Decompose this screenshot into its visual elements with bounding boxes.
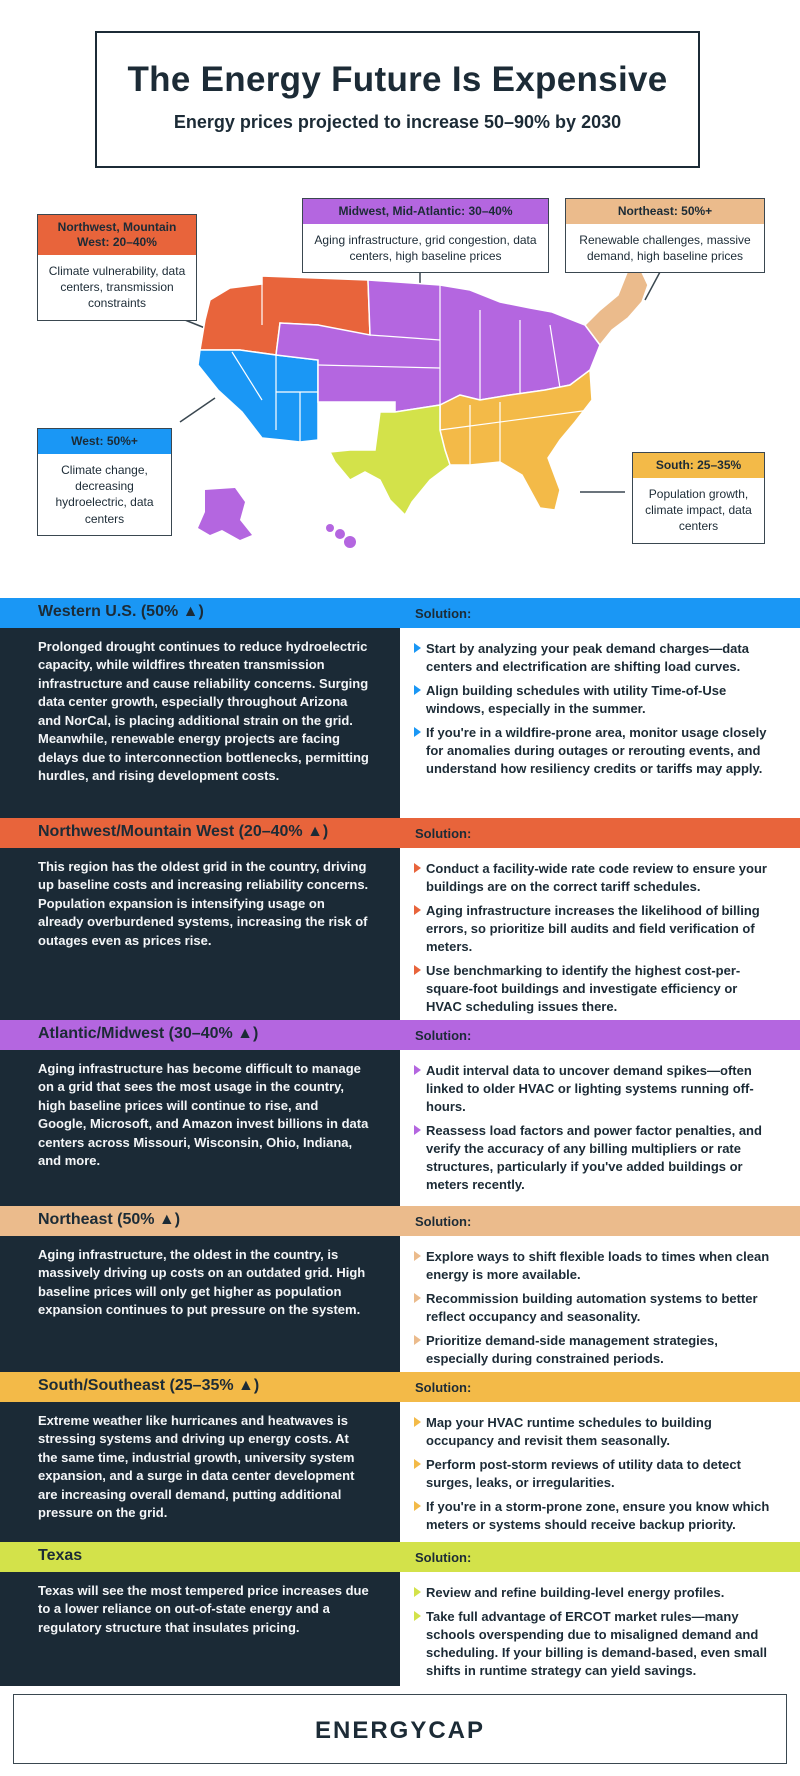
bullet-triangle-icon	[414, 1459, 421, 1469]
solution-item: Take full advantage of ERCOT market rules—many schools overspending due to misaligned demand and scheduling. If your billing is demand-based, even small shifts in runtime strategy can yield savings.	[414, 1608, 770, 1680]
solution-item: Conduct a facility-wide rate code review to ensure your buildings are on the correct tariff schedules.	[414, 860, 770, 896]
solution-item: Aging infrastructure increases the likelihood of billing errors, so prioritize bill audits and field verification of meters.	[414, 902, 770, 956]
region-texas	[330, 405, 450, 515]
callout-northeast-head: Northeast: 50%+	[566, 199, 764, 224]
solution-label: Solution:	[415, 606, 472, 621]
callout-west-head: West: 50%+	[38, 429, 171, 454]
section-text: Aging infrastructure, the oldest in the country, is massively driving up costs on an outdated grid. High baseline prices will only get higher as population expansion continues to put pressure on the system.	[38, 1247, 366, 1318]
solution-item: Reassess load factors and power factor penalties, and verify the accuracy of any billing multipliers or rate structures, particularly if you've added buildings or meters recently.	[414, 1122, 770, 1194]
section-title: Northwest/Mountain West (20–40% ▲)	[38, 823, 329, 840]
solution-label: Solution:	[415, 1550, 472, 1565]
callout-south	[632, 452, 765, 544]
region-alaska	[198, 488, 252, 540]
bullet-triangle-icon	[414, 905, 421, 915]
callout-northwest-head: Northwest, Mountain West: 20–40%	[38, 215, 196, 255]
solution-item: Map your HVAC runtime schedules to building occupancy and revisit them seasonally.	[414, 1414, 770, 1450]
solution-label: Solution:	[415, 1214, 472, 1229]
callout-northeast-body: Renewable challenges, massive demand, high baseline prices	[579, 233, 751, 264]
section-description	[0, 1572, 400, 1686]
section-header	[0, 1542, 800, 1572]
solution-item: Perform post-storm reviews of utility data to detect surges, leaks, or irregularities.	[414, 1456, 770, 1492]
bullet-triangle-icon	[414, 643, 421, 653]
section-header	[0, 598, 800, 628]
callout-northwest-body: Climate vulnerability, data centers, transmission constraints	[48, 264, 186, 311]
solution-label: Solution:	[415, 1380, 472, 1395]
solution-item: Recommission building automation systems to better reflect occupancy and seasonality.	[414, 1290, 770, 1326]
callout-south-head: South: 25–35%	[633, 453, 764, 478]
solution-item: Prioritize demand-side management strategies, especially during constrained periods.	[414, 1332, 770, 1368]
section-title: Atlantic/Midwest (30–40% ▲)	[38, 1025, 259, 1042]
section-northwest	[0, 818, 800, 1020]
bullet-triangle-icon	[414, 1125, 421, 1135]
bullet-triangle-icon	[414, 863, 421, 873]
us-map-area	[0, 190, 800, 580]
section-texas	[0, 1542, 800, 1686]
callout-west-body: Climate change, decreasing hydroelectric, data centers	[55, 463, 154, 526]
solution-label: Solution:	[415, 1028, 472, 1043]
solution-item: If you're in a wildfire-prone area, monitor usage closely for anomalies during outages or rerouting events, and understand how resiliency credits or tariffs may apply.	[414, 724, 770, 778]
bullet-triangle-icon	[414, 685, 421, 695]
bullet-triangle-icon	[414, 1587, 421, 1597]
bullet-triangle-icon	[414, 1293, 421, 1303]
bullet-triangle-icon	[414, 1335, 421, 1345]
section-description	[0, 1050, 400, 1206]
section-text: Texas will see the most tempered price increases due to a lower reliance on out-of-state energy and a regulatory structure that insulates pricing.	[38, 1583, 369, 1635]
section-solutions	[400, 1572, 800, 1686]
solution-item: Explore ways to shift flexible loads to times when clean energy is more available.	[414, 1248, 770, 1284]
bullet-triangle-icon	[414, 1417, 421, 1427]
solution-item: Start by analyzing your peak demand charges—data centers and electrification are shifting load curves.	[414, 640, 770, 676]
region-northeast	[585, 268, 648, 345]
section-description	[0, 1236, 400, 1372]
section-description	[0, 1402, 400, 1542]
section-header	[0, 1020, 800, 1050]
solution-item: If you're in a storm-prone zone, ensure you know which meters or systems should receive backup priority.	[414, 1498, 770, 1534]
section-description	[0, 848, 400, 1020]
solution-label: Solution:	[415, 826, 472, 841]
header-box	[95, 31, 700, 168]
bullet-triangle-icon	[414, 1611, 421, 1621]
section-header	[0, 1206, 800, 1236]
section-title: Texas	[38, 1547, 83, 1564]
section-text: Extreme weather like hurricanes and heatwaves is stressing systems and driving up energy costs. At the same time, industrial growth, university system expansion, and a surge in data center development are increasing overall demand, putting additional pressure on the grid.	[38, 1413, 355, 1521]
section-solutions	[400, 1050, 800, 1206]
region-hawaii	[326, 524, 334, 532]
section-western	[0, 598, 800, 818]
section-solutions	[400, 848, 800, 1020]
section-solutions	[400, 1402, 800, 1542]
callout-northwest	[37, 214, 197, 321]
solution-item: Use benchmarking to identify the highest cost-per-square-foot buildings and investigate efficiency or HVAC scheduling issues there.	[414, 962, 770, 1016]
section-solutions	[400, 628, 800, 818]
bullet-triangle-icon	[414, 727, 421, 737]
bullet-triangle-icon	[414, 1065, 421, 1075]
section-midwest	[0, 1020, 800, 1206]
callout-west	[37, 428, 172, 536]
section-header	[0, 818, 800, 848]
section-title: Western U.S. (50% ▲)	[38, 603, 204, 620]
callout-midwest-head: Midwest, Mid-Atlantic: 30–40%	[303, 199, 548, 224]
section-title: Northeast (50% ▲)	[38, 1211, 181, 1228]
footer	[13, 1694, 787, 1764]
section-description	[0, 628, 400, 818]
solution-item: Align building schedules with utility Time-of-Use windows, especially in the summer.	[414, 682, 770, 718]
section-solutions	[400, 1236, 800, 1372]
section-header	[0, 1372, 800, 1402]
section-south	[0, 1372, 800, 1542]
bullet-triangle-icon	[414, 965, 421, 975]
page-subtitle: Energy prices projected to increase 50–90% by 2030	[173, 112, 622, 132]
section-title: South/Southeast (25–35% ▲)	[38, 1377, 260, 1394]
callout-northeast	[565, 198, 765, 273]
section-northeast	[0, 1206, 800, 1372]
section-text: This region has the oldest grid in the country, driving up baseline costs and increasing reliability concerns. Population expansion is intensifying usage on already overburdened systems, increasing the risk of outages even as prices rise.	[38, 859, 369, 948]
callout-midwest	[302, 198, 549, 273]
section-text: Prolonged drought continues to reduce hydroelectric capacity, while wildfires threaten transmission infrastructure and cause reliability concerns. Surging data center growth, especially throughout Arizona and NorCal, is placing additional strain on the grid. Meanwhile, renewable energy projects are facing delays due to interconnection bottlenecks, permitting hurdles, and rising development costs.	[38, 639, 369, 784]
solution-item: Review and refine building-level energy profiles.	[414, 1584, 770, 1602]
solution-item: Audit interval data to uncover demand spikes—often linked to older HVAC or lighting systems running off-hours.	[414, 1062, 770, 1116]
page-title: The Energy Future Is Expensive	[127, 60, 668, 99]
bullet-triangle-icon	[414, 1251, 421, 1261]
callout-south-body: Population growth, climate impact, data centers	[645, 487, 752, 534]
bullet-triangle-icon	[414, 1501, 421, 1511]
energycap-logo: ENERGYCAP	[314, 1717, 486, 1744]
callout-midwest-body: Aging infrastructure, grid congestion, data centers, high baseline prices	[314, 233, 537, 264]
section-text: Aging infrastructure has become difficult to manage on a grid that sees the most usage in the country, high baseline prices will continue to rise, and Google, Microsoft, and Amazon invest billions in data centers across Missouri, Wisconsin, Ohio, Indiana, and more.	[38, 1061, 369, 1169]
